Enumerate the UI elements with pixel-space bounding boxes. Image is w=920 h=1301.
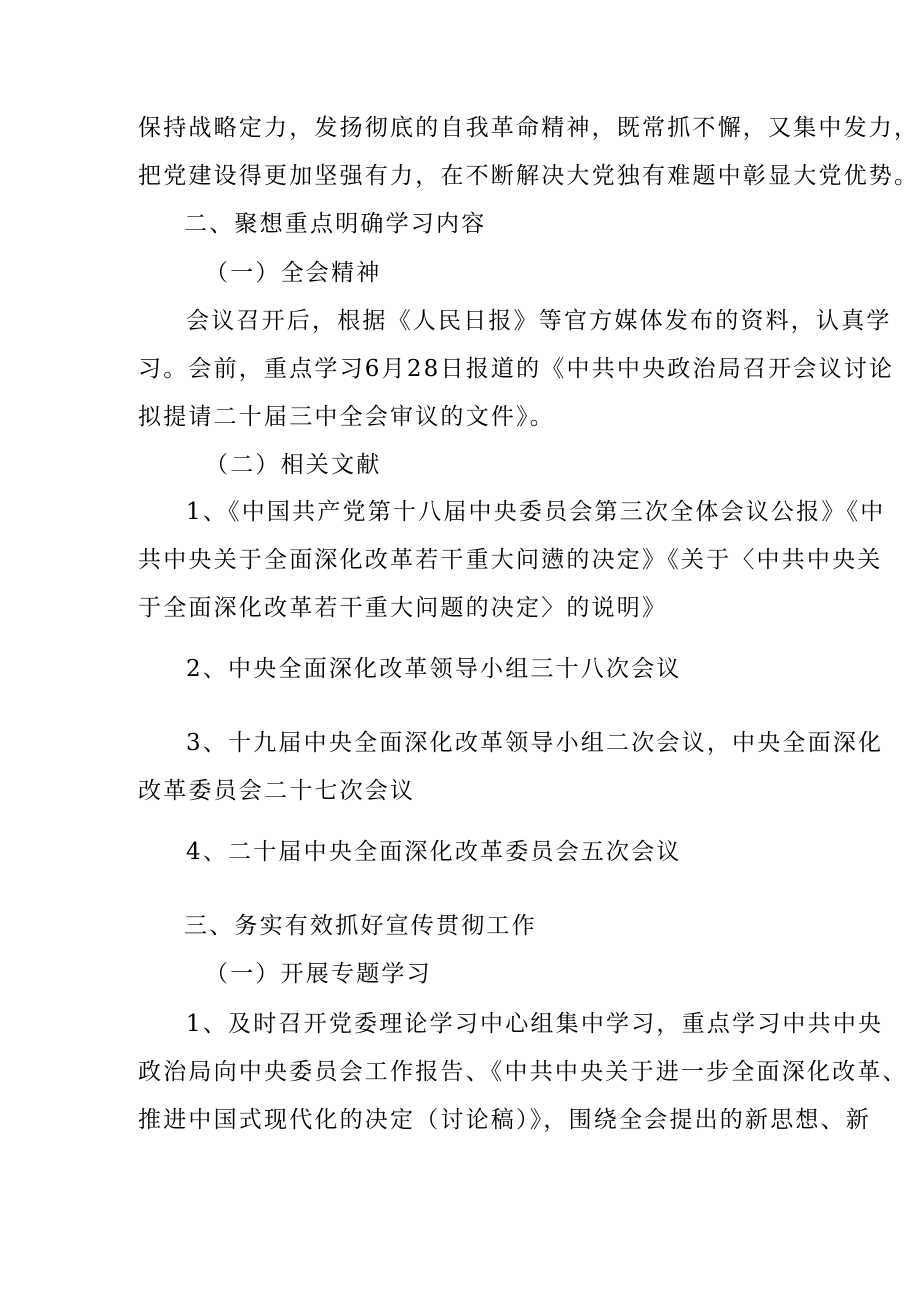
body-text-line: 拟提请二十届三中全会审议的文件》。: [138, 404, 555, 430]
body-text-line: 把党建设得更加坚强有力，在不断解决大党独有难题中彰显大党优势。: [138, 163, 920, 189]
body-text-line: 习。会前，重点学习6月28日报道的《中共中央政治局召开会议讨论: [138, 356, 895, 382]
list-item-line: 4、二十届中央全面深化改革委员会五次会议: [186, 839, 682, 865]
subsection-heading: （二）相关文献: [205, 452, 382, 478]
list-item-line: 3、十九届中央全面深化改革领导小组二次会议，中央全面深化: [186, 730, 884, 756]
list-item-line: 于全面深化改革若干重大问题的决定〉的说明》: [138, 595, 668, 621]
body-text-line: 推进中国式现代化的决定（讨论稿）》，围绕全会提出的新思想、新: [138, 1107, 871, 1133]
list-item-line: 共中央关于全面深化改革若干重大问懑的决定》《关于〈中共中央关: [138, 547, 883, 573]
body-text-line: 会议召开后，根据《人民日报》等官方媒体发布的资料，认真学: [186, 308, 892, 334]
subsection-heading: （一）开展专题学习: [205, 961, 432, 987]
list-item-line: 2、中央全面深化改革领导小组三十八次会议: [186, 656, 682, 682]
section-heading: 三、务实有效抓好宣传贯彻工作: [184, 913, 537, 939]
body-text-line: 保持战略定力，发扬彻底的自我革命精神，既常抓不懈，又集中发力，: [138, 115, 920, 141]
subsection-heading: （一）全会精神: [205, 260, 382, 286]
body-text-line: 政治局向中央委员会工作报告、《中共中央关于进一步全面深化改革、: [138, 1059, 908, 1085]
body-text-line: 1、及时召开党委理论学习中心组集中学习，重点学习中共中央: [186, 1011, 884, 1037]
section-heading: 二、聚想重点明确学习内容: [184, 211, 487, 237]
list-item-line: 1、《中国共产党第十八届中央委员会第三次全体会议公报》《中: [186, 499, 886, 525]
list-item-line: 改革委员会二十七次会议: [138, 778, 416, 804]
